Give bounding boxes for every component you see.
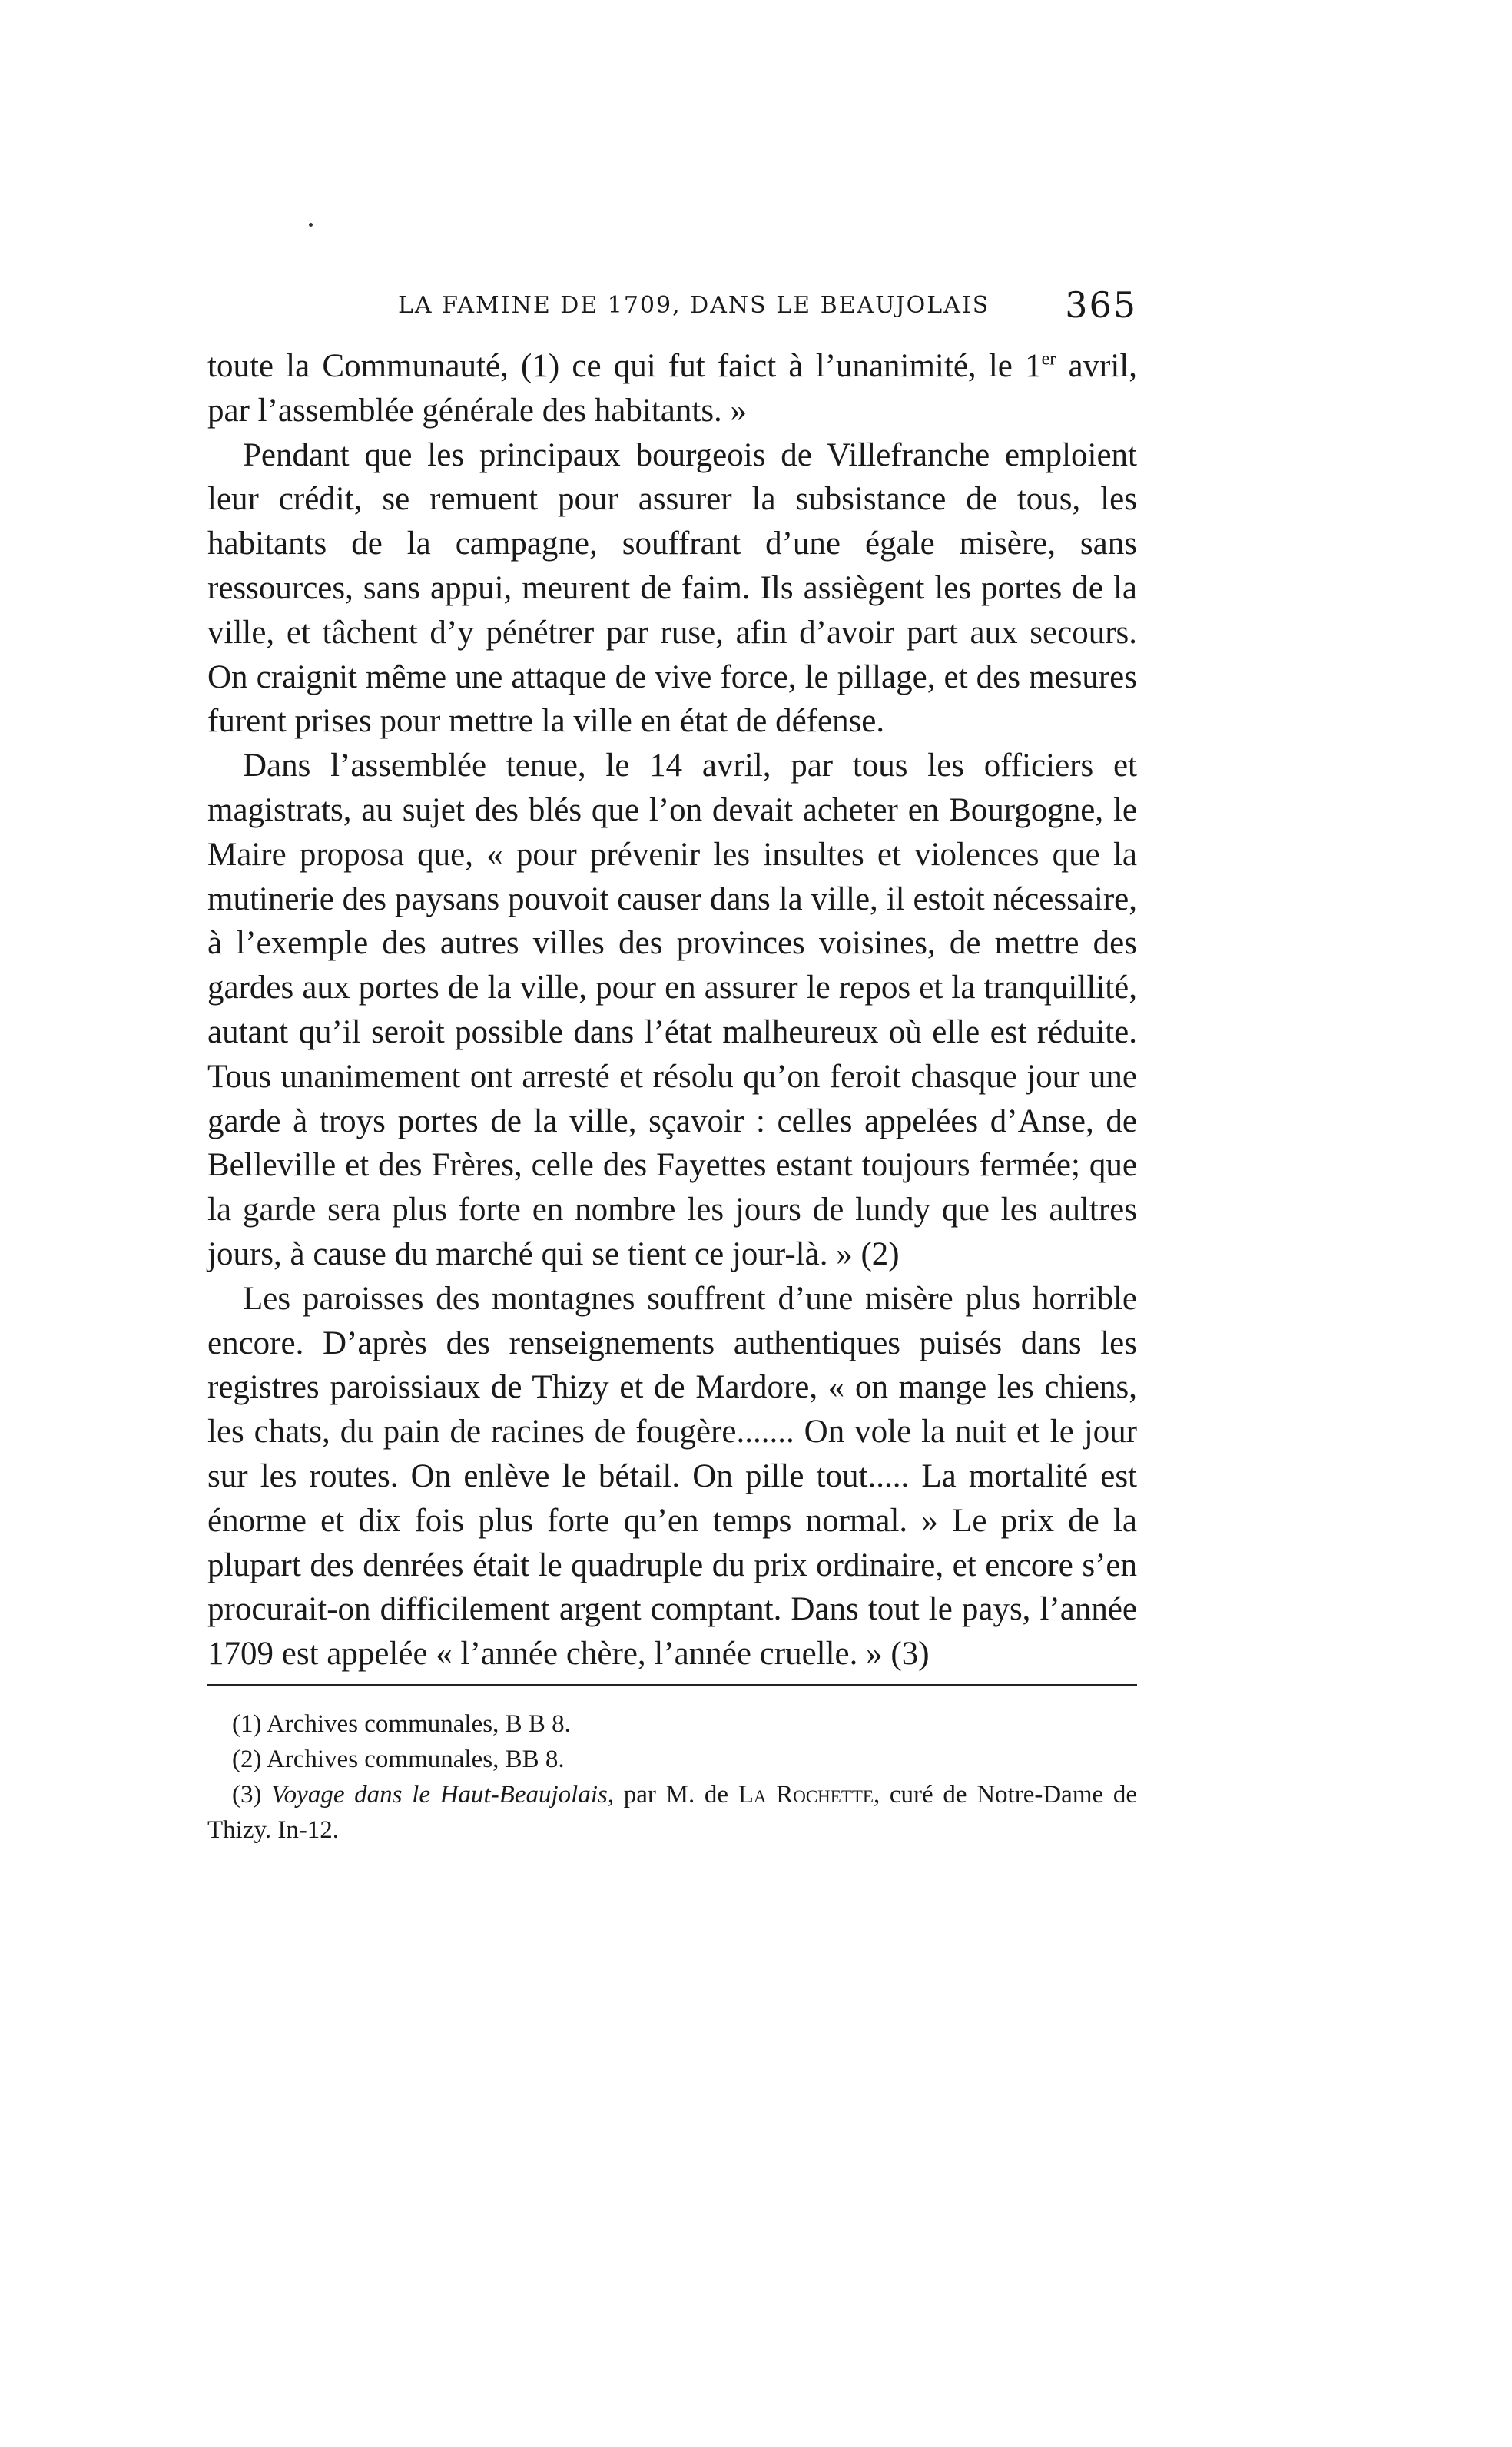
body-text — [207, 344, 1137, 1676]
paragraph-4: Les paroisses des montagnes souffrent d’une misère plus horrible encore. D’après des renseignements authentiques puisés dans les registres paroissiaux de Thizy et de Mardore, « on mange les chiens, les chats, du pain de racines de fougère....... On vole la nuit et le jour sur les routes. On enlève le bétail. On pille tout..... La mortalité est énorme et dix fois plus forte qu’en temps normal. » Le prix de la plupart des denrées était le quadruple du prix ordinaire, et encore s’en procurait-on difficilement argent comptant. Dans tout le pays, l’année 1709 est appelée « l’année chère, l’année cruelle. » (3) — [207, 1280, 1137, 1673]
page-content — [207, 284, 1137, 1848]
footnote-rule — [207, 1684, 1137, 1686]
running-head — [207, 284, 1137, 333]
paragraph-1-end: avril, par l’assemblée générale des habitants. » — [207, 348, 1137, 429]
paragraph-2: Pendant que les principaux bourgeois de Villefranche emploient leur crédit, se remuent pour assurer la subsistance de tous, les habitants de la campagne, souffrant d’une égale misère, sans ressources, sans appui, meurent de faim. Ils assiègent les portes de la ville, et tâchent d’y pénétrer par ruse, afin d’avoir part aux secours. On craignit même une attaque de vive force, le pillage, et des mesures furent prises pour mettre la ville en état de défense. — [207, 436, 1137, 740]
footnote-3-title: Voyage dans le Haut-Beaujolais — [271, 1780, 608, 1809]
footnotes — [207, 1706, 1137, 1848]
footnote-3-author: La Rochette — [738, 1780, 874, 1809]
footnote-2: (2) Archives communales, BB 8. — [232, 1745, 565, 1773]
running-title: LA FAMINE DE 1709, DANS LE BEAUJOLAIS — [398, 292, 990, 319]
page-speck — [309, 223, 313, 227]
paragraph-1 — [207, 344, 1137, 433]
paragraph-3: Dans l’assemblée tenue, le 14 avril, par tous les officiers et magistrats, au sujet des blés que l’on devait acheter en Bourgogne, le Maire proposa que, « pour prévenir les insultes et violences que la mutinerie des paysans pouvoit causer dans la ville, il estoit nécessaire, à l’exemple des autres villes des provinces voisines, de mettre des gardes aux portes de la ville, pour en assurer le repos et la tranquillité, autant qu’il seroit possible dans l’état malheureux où elle est réduite. Tous unanimement ont arresté et résolu qu’on feroit chasque jour une garde à troys portes de la ville, sçavoir : celles appelées d’Anse, de Belleville et des Frères, celle des Fayettes estant toujours fermée; que la garde sera plus forte en nombre les jours de lundy que les aultres jours, à cause du marché qui se tient ce jour-là. » (2) — [207, 748, 1137, 1272]
page-number: 365 — [1065, 284, 1137, 326]
footnote-1: (1) Archives communales, B B 8. — [232, 1709, 571, 1738]
paragraph-1-superscript: er — [1041, 349, 1056, 370]
footnote-3-rest: , curé de Notre-Dame de Thizy. In-12. — [207, 1780, 1137, 1844]
paragraph-1-start: toute la Communauté, (1) ce qui fut faict à l’unanimité, le 1 — [207, 348, 1042, 384]
footnote-3-by: , par M. de — [607, 1780, 738, 1809]
footnote-3-number: (3) — [232, 1780, 272, 1809]
footnote-3 — [207, 1777, 1137, 1848]
